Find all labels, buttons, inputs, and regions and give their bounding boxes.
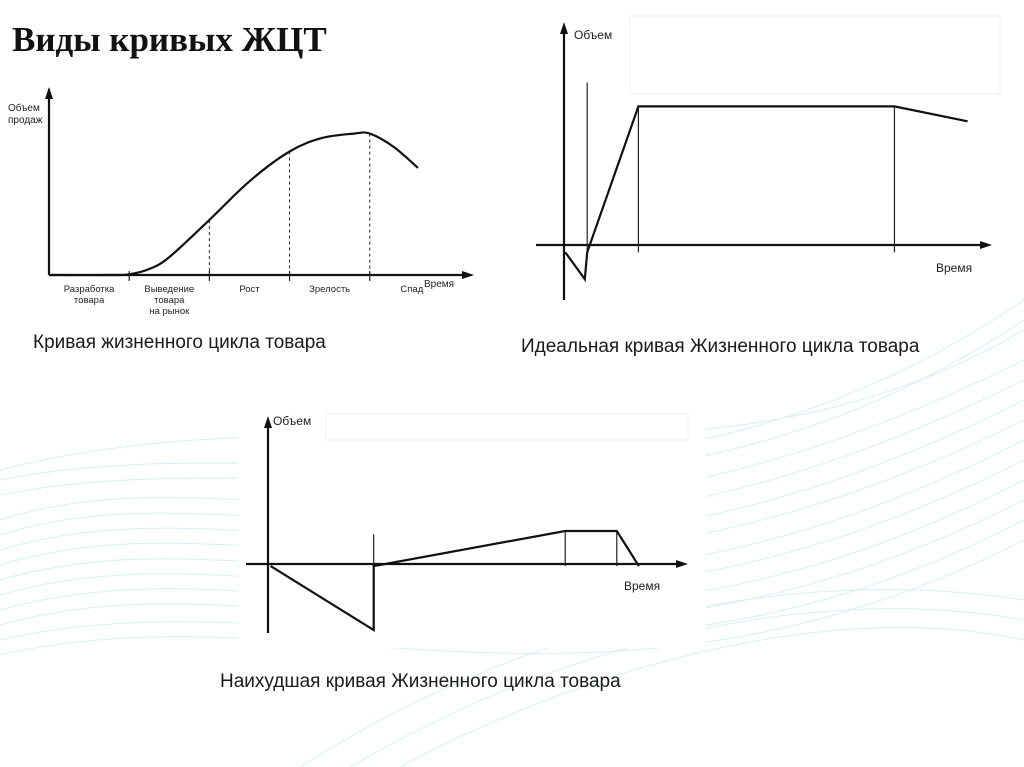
x-axis-label: Время (424, 279, 455, 290)
caption-worst-curve: Наихудшая кривая Жизненного цикла товара (220, 671, 621, 692)
stage-label: Спад (400, 284, 424, 295)
ideal-curve (565, 106, 967, 279)
caption-life-cycle: Кривая жизненного цикла товара (33, 332, 326, 353)
stage-label: Выведение товара на рынок (144, 284, 195, 317)
worst-curve (271, 531, 639, 630)
x-axis-arrow (462, 271, 474, 279)
stage-label: Разработка товара (63, 284, 115, 306)
y-axis-arrow (264, 416, 272, 428)
worst-curve-chart (238, 398, 706, 648)
label-mask (630, 16, 1000, 94)
stage-label: Рост (239, 284, 260, 295)
x-axis-arrow (676, 560, 688, 568)
life-cycle-chart (0, 85, 477, 322)
y-axis-label: Объем (574, 28, 613, 42)
y-axis-arrow (560, 22, 568, 34)
x-axis-label: Время (624, 579, 661, 593)
label-mask (326, 414, 688, 440)
y-axis-label-line: Объем (8, 103, 40, 114)
x-axis-label: Время (936, 261, 973, 275)
ideal-curve-chart (528, 10, 1010, 300)
caption-ideal-curve: Идеальная кривая Жизненного цикла товара (521, 336, 920, 357)
stage-label: Зрелость (309, 284, 351, 295)
slide-title: Виды кривых ЖЦТ (12, 20, 327, 59)
y-axis-arrow (45, 87, 53, 99)
sales-curve (49, 132, 418, 275)
y-axis-label-line: продаж (8, 115, 43, 126)
y-axis-label (8, 102, 43, 126)
y-axis-label: Объем (273, 414, 312, 428)
x-axis-arrow (980, 241, 992, 249)
